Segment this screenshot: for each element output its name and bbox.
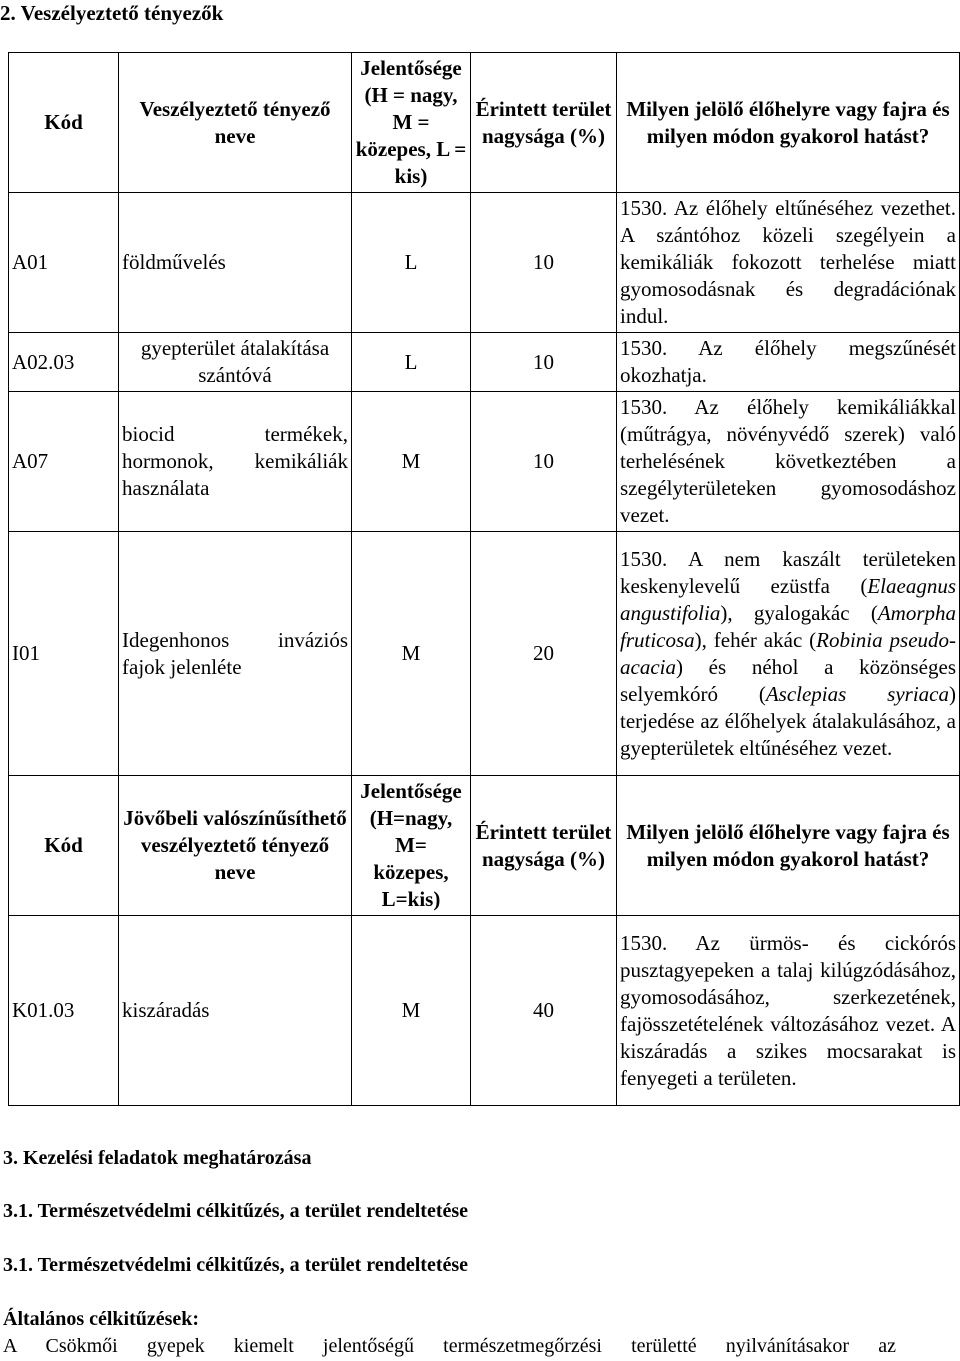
section-2-title: 2. Veszélyeztető tényezők (0, 1, 224, 25)
row-effect: 1530. Az élőhely kemikáliákkal (műtrágya, növényvédő szerek) való terhelésének következtében a szegélyterületeken gyomosodáshoz vezet. (617, 392, 960, 532)
row-effect: 1530. Az ürmös- és cickórós pusztagyepeken a talaj kilúgzódásához, gyomosodásához, szerkezetének, fajösszetételének változásához vezet. A kiszáradás a szikes mocsarakat is fenyegeti a területen. (617, 916, 960, 1106)
future-header-row (9, 776, 960, 916)
row-effect: 1530. Az élőhely eltűnéséhez vezethet. A szántóhoz közeli szegélyein a kemikáliák fokozott terhelése miatt gyomosodásnak és degradációnak indul. (617, 193, 960, 333)
header-significance: Jelentősége (H=nagy, M= közepes, L=kis) (352, 776, 471, 916)
header-effect: Milyen jelölő élőhelyre vagy fajra és milyen módon gyakorol hatást? (617, 776, 960, 916)
row-code: A07 (9, 392, 119, 532)
general-goals-title: Általános célkitűzések: (3, 1308, 200, 1330)
row-code: A02.03 (9, 333, 119, 392)
table-row (9, 193, 960, 333)
row-area: 20 (471, 532, 617, 776)
header-code: Kód (9, 53, 119, 193)
row-area: 10 (471, 193, 617, 333)
row-code: K01.03 (9, 916, 119, 1106)
header-factor: Jövőbeli valószínűsíthető veszélyeztető tényező neve (119, 776, 352, 916)
row-effect (617, 532, 960, 776)
effect-text: ), gyalogakác ( (720, 600, 878, 625)
row-code: A01 (9, 193, 119, 333)
header-area: Érintett terület nagysága (%) (471, 776, 617, 916)
row-factor: kiszáradás (119, 916, 352, 1106)
table-row (9, 333, 960, 392)
species-name: Robinia pseudo-acacia (620, 627, 957, 679)
row-factor: Idegenhonos inváziós fajok jelenléte (119, 532, 352, 776)
row-area: 40 (471, 916, 617, 1106)
row-significance: M (352, 392, 471, 532)
row-significance: M (352, 916, 471, 1106)
row-factor: biocid termékek, hormonok, kemikáliák használata (119, 392, 352, 532)
effect-text: ) terjedése az élőhelyek átalakulásához, a gyepterületek eltűnéséhez vezet. (620, 681, 956, 760)
header-factor: Veszélyeztető tényező neve (119, 53, 352, 193)
section-3-title: 3. Kezelési feladatok meghatározása (3, 1147, 312, 1169)
row-code: I01 (9, 532, 119, 776)
species-name: Elaeagnus angustifolia (620, 573, 956, 625)
header-area: Érintett terület nagysága (%) (471, 53, 617, 193)
header-code: Kód (9, 776, 119, 916)
general-goals-text: A Csökmői gyepek kiemelt jelentőségű természetmegőrzési területté nyilvánításakor az (3, 1335, 896, 1357)
row-significance: L (352, 193, 471, 333)
row-area: 10 (471, 392, 617, 532)
table-row (9, 916, 960, 1106)
effect-text: ), fehér akác ( (694, 627, 817, 652)
section-3-1-title: 3.1. Természetvédelmi célkitűzés, a terület rendeltetése (3, 1200, 469, 1222)
effect-text: 1530. A nem kaszált területeken keskenylevelű ezüstfa ( (620, 546, 956, 598)
row-area: 10 (471, 333, 617, 392)
row-effect: 1530. Az élőhely megszűnését okozhatja. (617, 333, 960, 392)
row-significance: M (352, 532, 471, 776)
row-factor: gyepterület átalakítása szántóvá (119, 333, 352, 392)
header-significance: Jelentősége (H = nagy, M = közepes, L = kis) (352, 53, 471, 193)
row-significance: L (352, 333, 471, 392)
species-name: Amorpha fruticosa (620, 600, 956, 652)
row-factor: földművelés (119, 193, 352, 333)
threats-table (8, 52, 960, 1106)
species-name: Asclepias syriaca (765, 681, 949, 706)
table-header-row (9, 53, 960, 193)
header-effect: Milyen jelölő élőhelyre vagy fajra és milyen módon gyakorol hatást? (617, 53, 960, 193)
effect-text: ) és néhol a közönséges selyemkóró ( (620, 654, 956, 706)
table-row (9, 532, 960, 776)
table-row (9, 392, 960, 532)
section-3-1-title-repeat: 3.1. Természetvédelmi célkitűzés, a terület rendeltetése (3, 1254, 469, 1276)
